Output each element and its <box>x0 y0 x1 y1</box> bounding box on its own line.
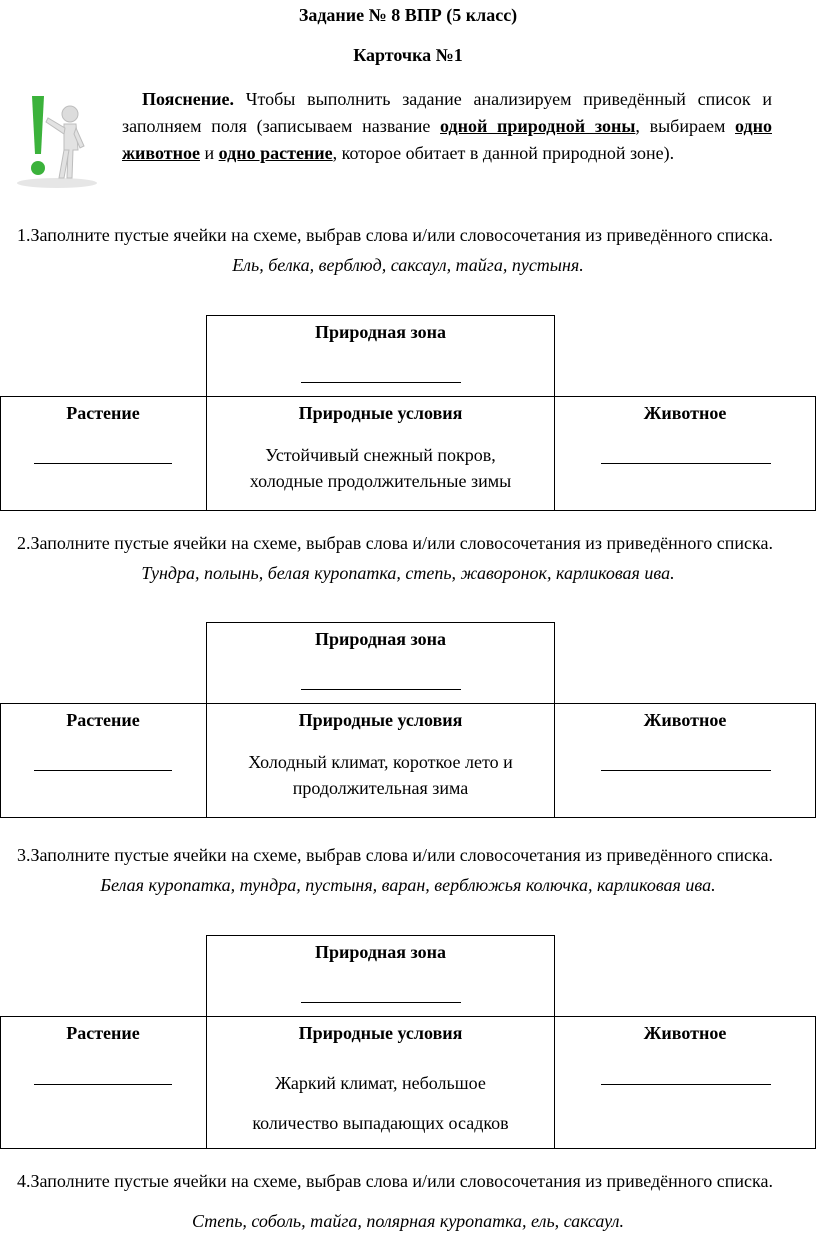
animal-label: Животное <box>643 710 727 730</box>
conditions-text: Устойчивый снежный покров, холодные продолжительные зимы <box>249 445 512 491</box>
plant-answer-blank[interactable] <box>34 463 172 464</box>
exclamation-figure-icon <box>12 88 102 190</box>
task-3-word-list: Белая куропатка, тундра, пустыня, варан, верблюжья колючка, карликовая ива. <box>100 875 716 895</box>
task-4 <box>0 1169 816 1233</box>
explanation-bold-1: одной природной зоны <box>440 116 636 136</box>
animal-answer-blank[interactable] <box>601 1084 771 1085</box>
zone-label: Природная зона <box>314 322 447 342</box>
task-2-word-list: Тундра, полынь, белая куропатка, степь, жаворонок, карликовая ива. <box>141 563 675 583</box>
task-1-word-list: Ель, белка, верблюд, саксаул, тайга, пустыня. <box>232 255 584 275</box>
animal-answer-blank[interactable] <box>601 770 771 771</box>
explanation-text-2: , выбираем <box>635 116 736 136</box>
explanation-text-1: Чтобы выполнить задание анализируем приведённый список и заполняем поля (записываем название <box>122 89 772 136</box>
plant-label: Растение <box>66 1023 140 1043</box>
plant-answer-blank[interactable] <box>34 770 172 771</box>
animal-label: Животное <box>643 1023 727 1043</box>
explanation <box>122 86 772 167</box>
task-2-text: 2.Заполните пустые ячейки на схеме, выбрав слова и/или словосочетания из приведённого списка. <box>17 533 773 553</box>
zone-answer-blank[interactable] <box>301 382 461 383</box>
plant-answer-blank[interactable] <box>34 1084 172 1085</box>
plant-label: Растение <box>66 403 140 423</box>
card-title: Карточка №1 <box>353 45 463 65</box>
zone-answer-blank[interactable] <box>301 689 461 690</box>
explanation-text-4: , которое обитает в данной природной зоне). <box>332 143 675 163</box>
task-3-text: 3.Заполните пустые ячейки на схеме, выбрав слова и/или словосочетания из приведённого списка. <box>17 845 773 865</box>
explanation-bold-2: одно животное <box>122 116 772 163</box>
task-1-text: 1.Заполните пустые ячейки на схеме, выбрав слова и/или словосочетания из приведённого списка. <box>17 225 773 245</box>
zone-label: Природная зона <box>314 629 447 649</box>
zone-label: Природная зона <box>314 942 447 962</box>
explanation-text-3: и <box>200 143 219 163</box>
conditions-text: Холодный климат, короткое лето и продолжительная зима <box>248 752 513 798</box>
zone-answer-blank[interactable] <box>301 1002 461 1003</box>
plant-label: Растение <box>66 710 140 730</box>
conditions-text: Жаркий климат, небольшое количество выпадающих осадков <box>252 1073 509 1133</box>
conditions-label: Природные условия <box>298 1023 463 1043</box>
conditions-label: Природные условия <box>298 710 463 730</box>
animal-answer-blank[interactable] <box>601 463 771 464</box>
conditions-label: Природные условия <box>298 403 463 423</box>
task-4-text: 4.Заполните пустые ячейки на схеме, выбрав слова и/или словосочетания из приведённого списка. <box>17 1171 773 1191</box>
task-1 <box>0 223 816 277</box>
task-2 <box>0 531 816 585</box>
task-3 <box>0 843 816 897</box>
page-title: Задание № 8 ВПР (5 класс) <box>298 5 518 25</box>
explanation-lead: Пояснение. <box>142 89 234 109</box>
animal-label: Животное <box>643 403 727 423</box>
task-4-word-list: Степь, соболь, тайга, полярная куропатка, ель, саксаул. <box>191 1211 625 1231</box>
explanation-bold-3: одно растение <box>218 143 333 163</box>
